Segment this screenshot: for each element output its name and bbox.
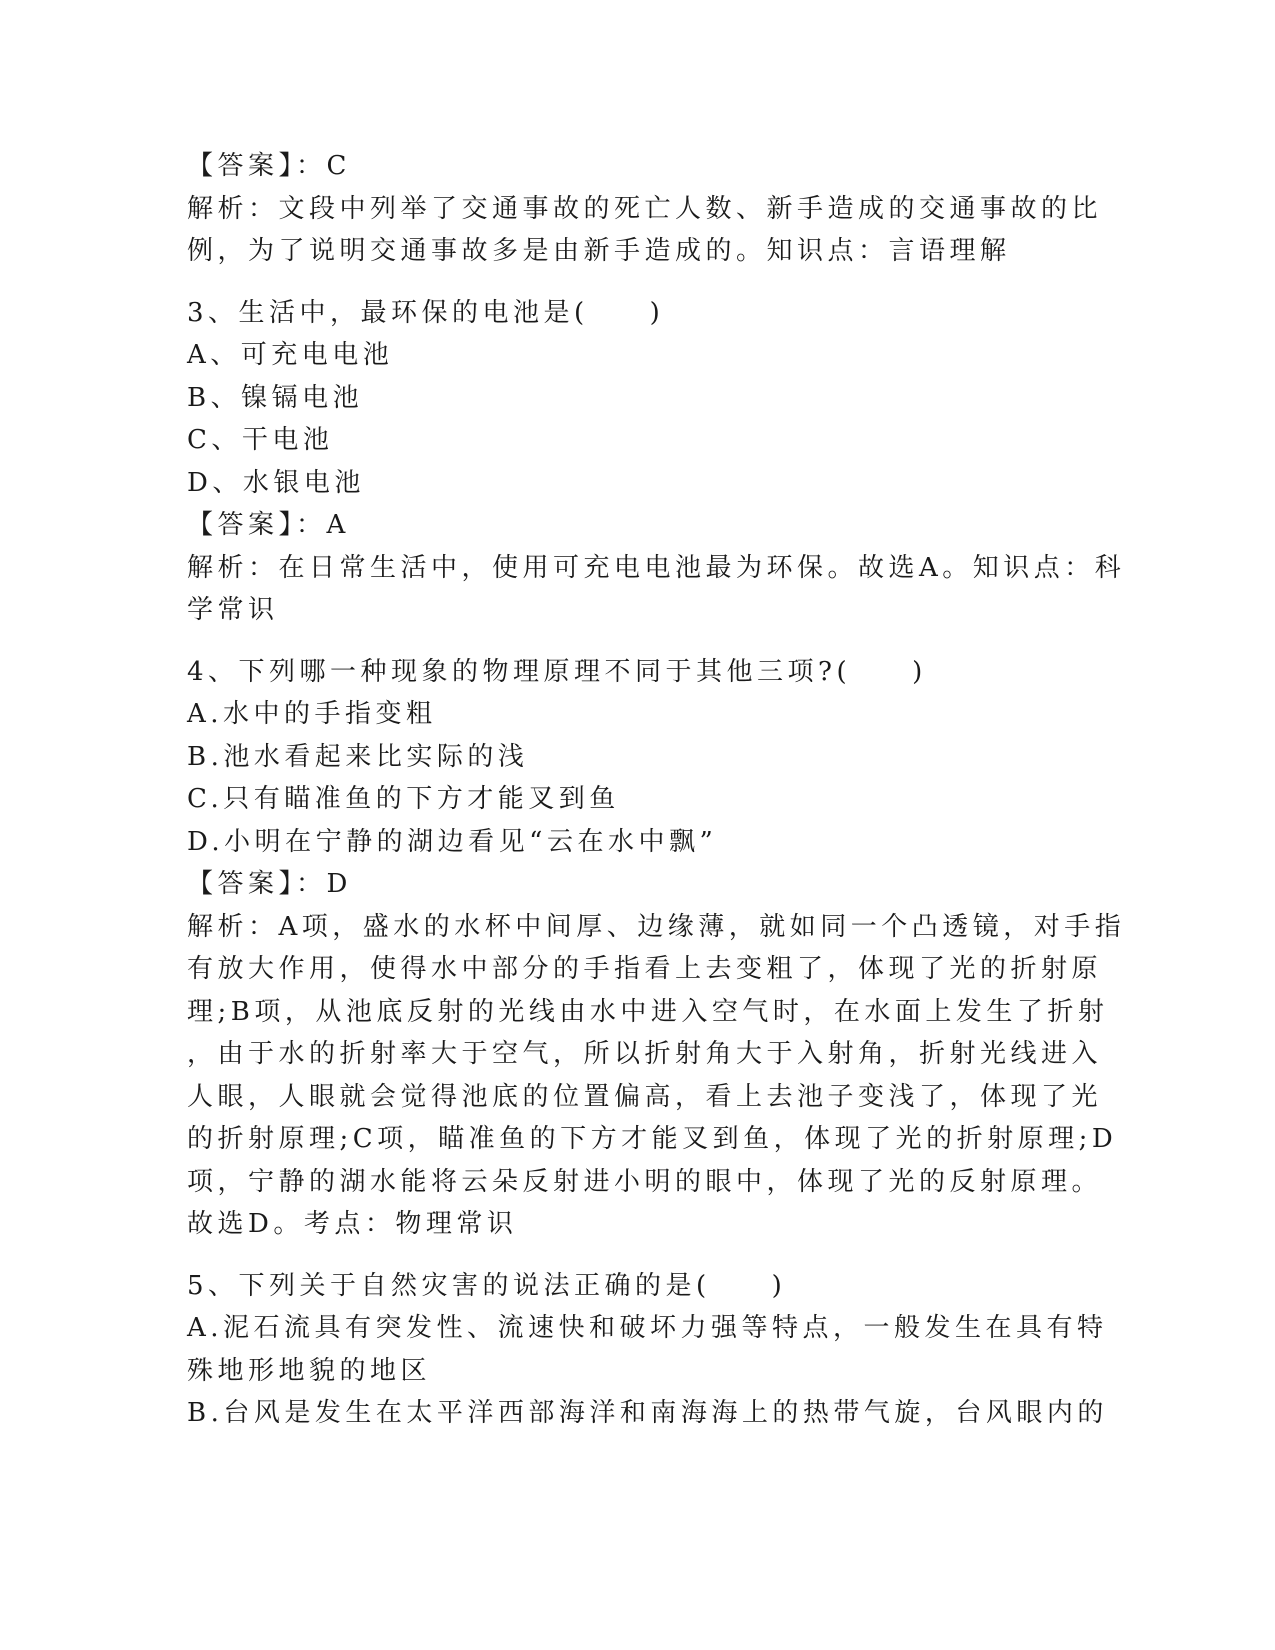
q4-analysis-line: 故选D。考点：物理常识 (187, 1209, 518, 1239)
q5-option-line: 殊地形地貌的地区 (187, 1355, 432, 1386)
q5-option-line: A.泥石流具有突发性、流速快和破坏力强等特点，一般发生在具有特 (187, 1313, 1108, 1343)
document-body (187, 145, 1126, 1435)
q4-analysis-line: 人眼，人眼就会觉得池底的位置偏高，看上去池子变浅了，体现了光 (187, 1081, 1103, 1112)
q4-question: 4、下列哪一种现象的物理原理不同于其他三项?( ) (187, 656, 927, 687)
q4-analysis-line: ，由于水的折射率大于空气，所以折射角大于入射角，折射光线进入 (187, 1039, 1103, 1069)
q4-option-c: C.只有瞄准鱼的下方才能叉到鱼 (187, 784, 620, 814)
q4-analysis-line: 项，宁静的湖水能将云朵反射进小明的眼中，体现了光的反射原理。 (187, 1166, 1103, 1197)
q3-question: 3、生活中，最环保的电池是( ) (187, 297, 665, 328)
q3-option-d: D、水银电池 (187, 467, 365, 498)
q5-option-line: B.台风是发生在太平洋西部海洋和南海海上的热带气旋，台风眼内的 (187, 1398, 1108, 1428)
paragraph-gap (187, 1246, 1087, 1265)
q4-analysis-line: 解析：A项，盛水的水杯中间厚、边缘薄，就如同一个凸透镜，对手指 (187, 911, 1126, 942)
q3-option-c: C、干电池 (187, 425, 334, 455)
q4-option-a: A.水中的手指变粗 (187, 699, 437, 729)
q3-analysis-line: 学常识 (187, 595, 279, 625)
paragraph-gap (187, 632, 1087, 651)
q3-analysis-line: 解析：在日常生活中，使用可充电电池最为环保。故选A。知识点：科 (187, 552, 1126, 583)
q2-answer: 【答案】：C (187, 151, 351, 181)
paragraph-gap (187, 273, 1087, 292)
q4-option-d: D.小明在宁静的湖边看见“云在水中飘” (187, 826, 718, 857)
q2-analysis-line: 例，为了说明交通事故多是由新手造成的。知识点：言语理解 (187, 236, 1011, 266)
q4-answer: 【答案】：D (187, 869, 352, 899)
q4-analysis-line: 理;B项，从池底反射的光线由水中进入空气时，在水面上发生了折射 (187, 996, 1109, 1027)
q5-question: 5、下列关于自然灾害的说法正确的是( ) (187, 1270, 787, 1301)
q4-analysis-line: 有放大作用，使得水中部分的手指看上去变粗了，体现了光的折射原 (187, 954, 1103, 984)
q2-analysis-line: 解析：文段中列举了交通事故的死亡人数、新手造成的交通事故的比 (187, 193, 1103, 224)
q3-answer: 【答案】：A (187, 510, 350, 540)
q4-analysis-line: 的折射原理;C项，瞄准鱼的下方才能叉到鱼，体现了光的折射原理;D (187, 1124, 1118, 1154)
q4-option-b: B.池水看起来比实际的浅 (187, 741, 529, 772)
q3-option-b: B、镍镉电池 (187, 382, 364, 413)
q3-option-a: A、可充电电池 (187, 340, 394, 370)
